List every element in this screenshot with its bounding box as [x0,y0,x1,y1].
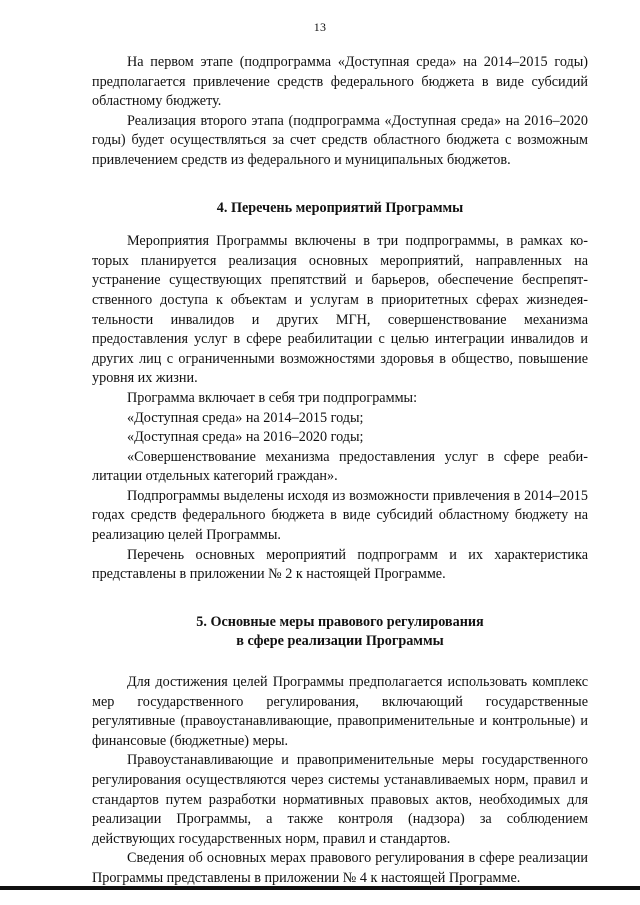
paragraph: Для достижения целей Программы предполагается использовать комплекс мер государственного регулирования, включающий государственные регулятивные (правоустанавливающие, правоприменительные и контрольные) и финансовые (бюджетные) меры. [92,674,588,749]
paragraph: Сведения об основных мерах правового регулирования в сфере реализации Программы представлены в приложении № 4 к настоящей Программе. [92,850,588,886]
list-item: «Совершенствование механизма предоставления услуг в сфере реабилитации отдельных категорий граждан». [92,448,588,485]
section-heading [92,613,588,652]
page-number: 13 [313,20,327,34]
paragraph: Программа включает в себя три подпрограммы: [127,389,418,406]
section-heading-line: в сфере реализации Программы [236,633,444,650]
paragraph: Мероприятия Программы включены в три подпрограммы, в рамках которых планируется реализация основных мероприятий, направленных на устранение существующих препятствий и барьеров, обеспечение беспрепятственного доступа к объектам и услугам в приоритетных сферах жизнедеятельности инвалидов и других МГН, совершенствование механизма предоставления услуг в сфере реабилитации с целью интеграции инвалидов и других лиц с ограниченными возможностями здоровья в общество, повышение уровня их жизни. [92,233,588,387]
document-body [92,53,588,889]
paragraph: Правоустанавливающие и правоприменительные меры государственного регулирования осуществляются через системы устанавливаемых норм, правил и стандартов путем разработки нормативных правовых актов, необходимых для реализации Программы, а также контроля (надзора) за соблюдением действующих государственных норм, правил и стандартов. [92,752,588,847]
list-item: «Доступная среда» на 2014–2015 годы; [127,409,364,426]
paragraph: Перечень основных мероприятий подпрограмм и их характеристика представлены в приложении № 2 к настоящей Программе. [92,546,588,583]
list-item: «Доступная среда» на 2016–2020 годы; [127,429,364,446]
paragraph: Подпрограммы выделены исходя из возможности привлечения в 2014–2015 годах средств федерального бюджета в виде субсидий областному бюджету на реализацию целей Программы. [92,487,588,544]
bottom-rule [0,886,640,890]
paragraph: На первом этапе (подпрограмма «Доступная среда» на 2014–2015 годы) предполагается привлечение средств федерального бюджета в виде субсидий областному бюджету. [92,54,588,110]
section-heading-line: 5. Основные меры правового регулирования [196,613,484,630]
section-heading: 4. Перечень мероприятий Программы [216,199,464,216]
paragraph: Реализация второго этапа (подпрограмма «Доступная среда» на 2016–2020 годы) будет осуществляться за счет средств областного бюджета с возможным привлечением средств из федерального и муниципальных бюджетов. [92,112,588,168]
